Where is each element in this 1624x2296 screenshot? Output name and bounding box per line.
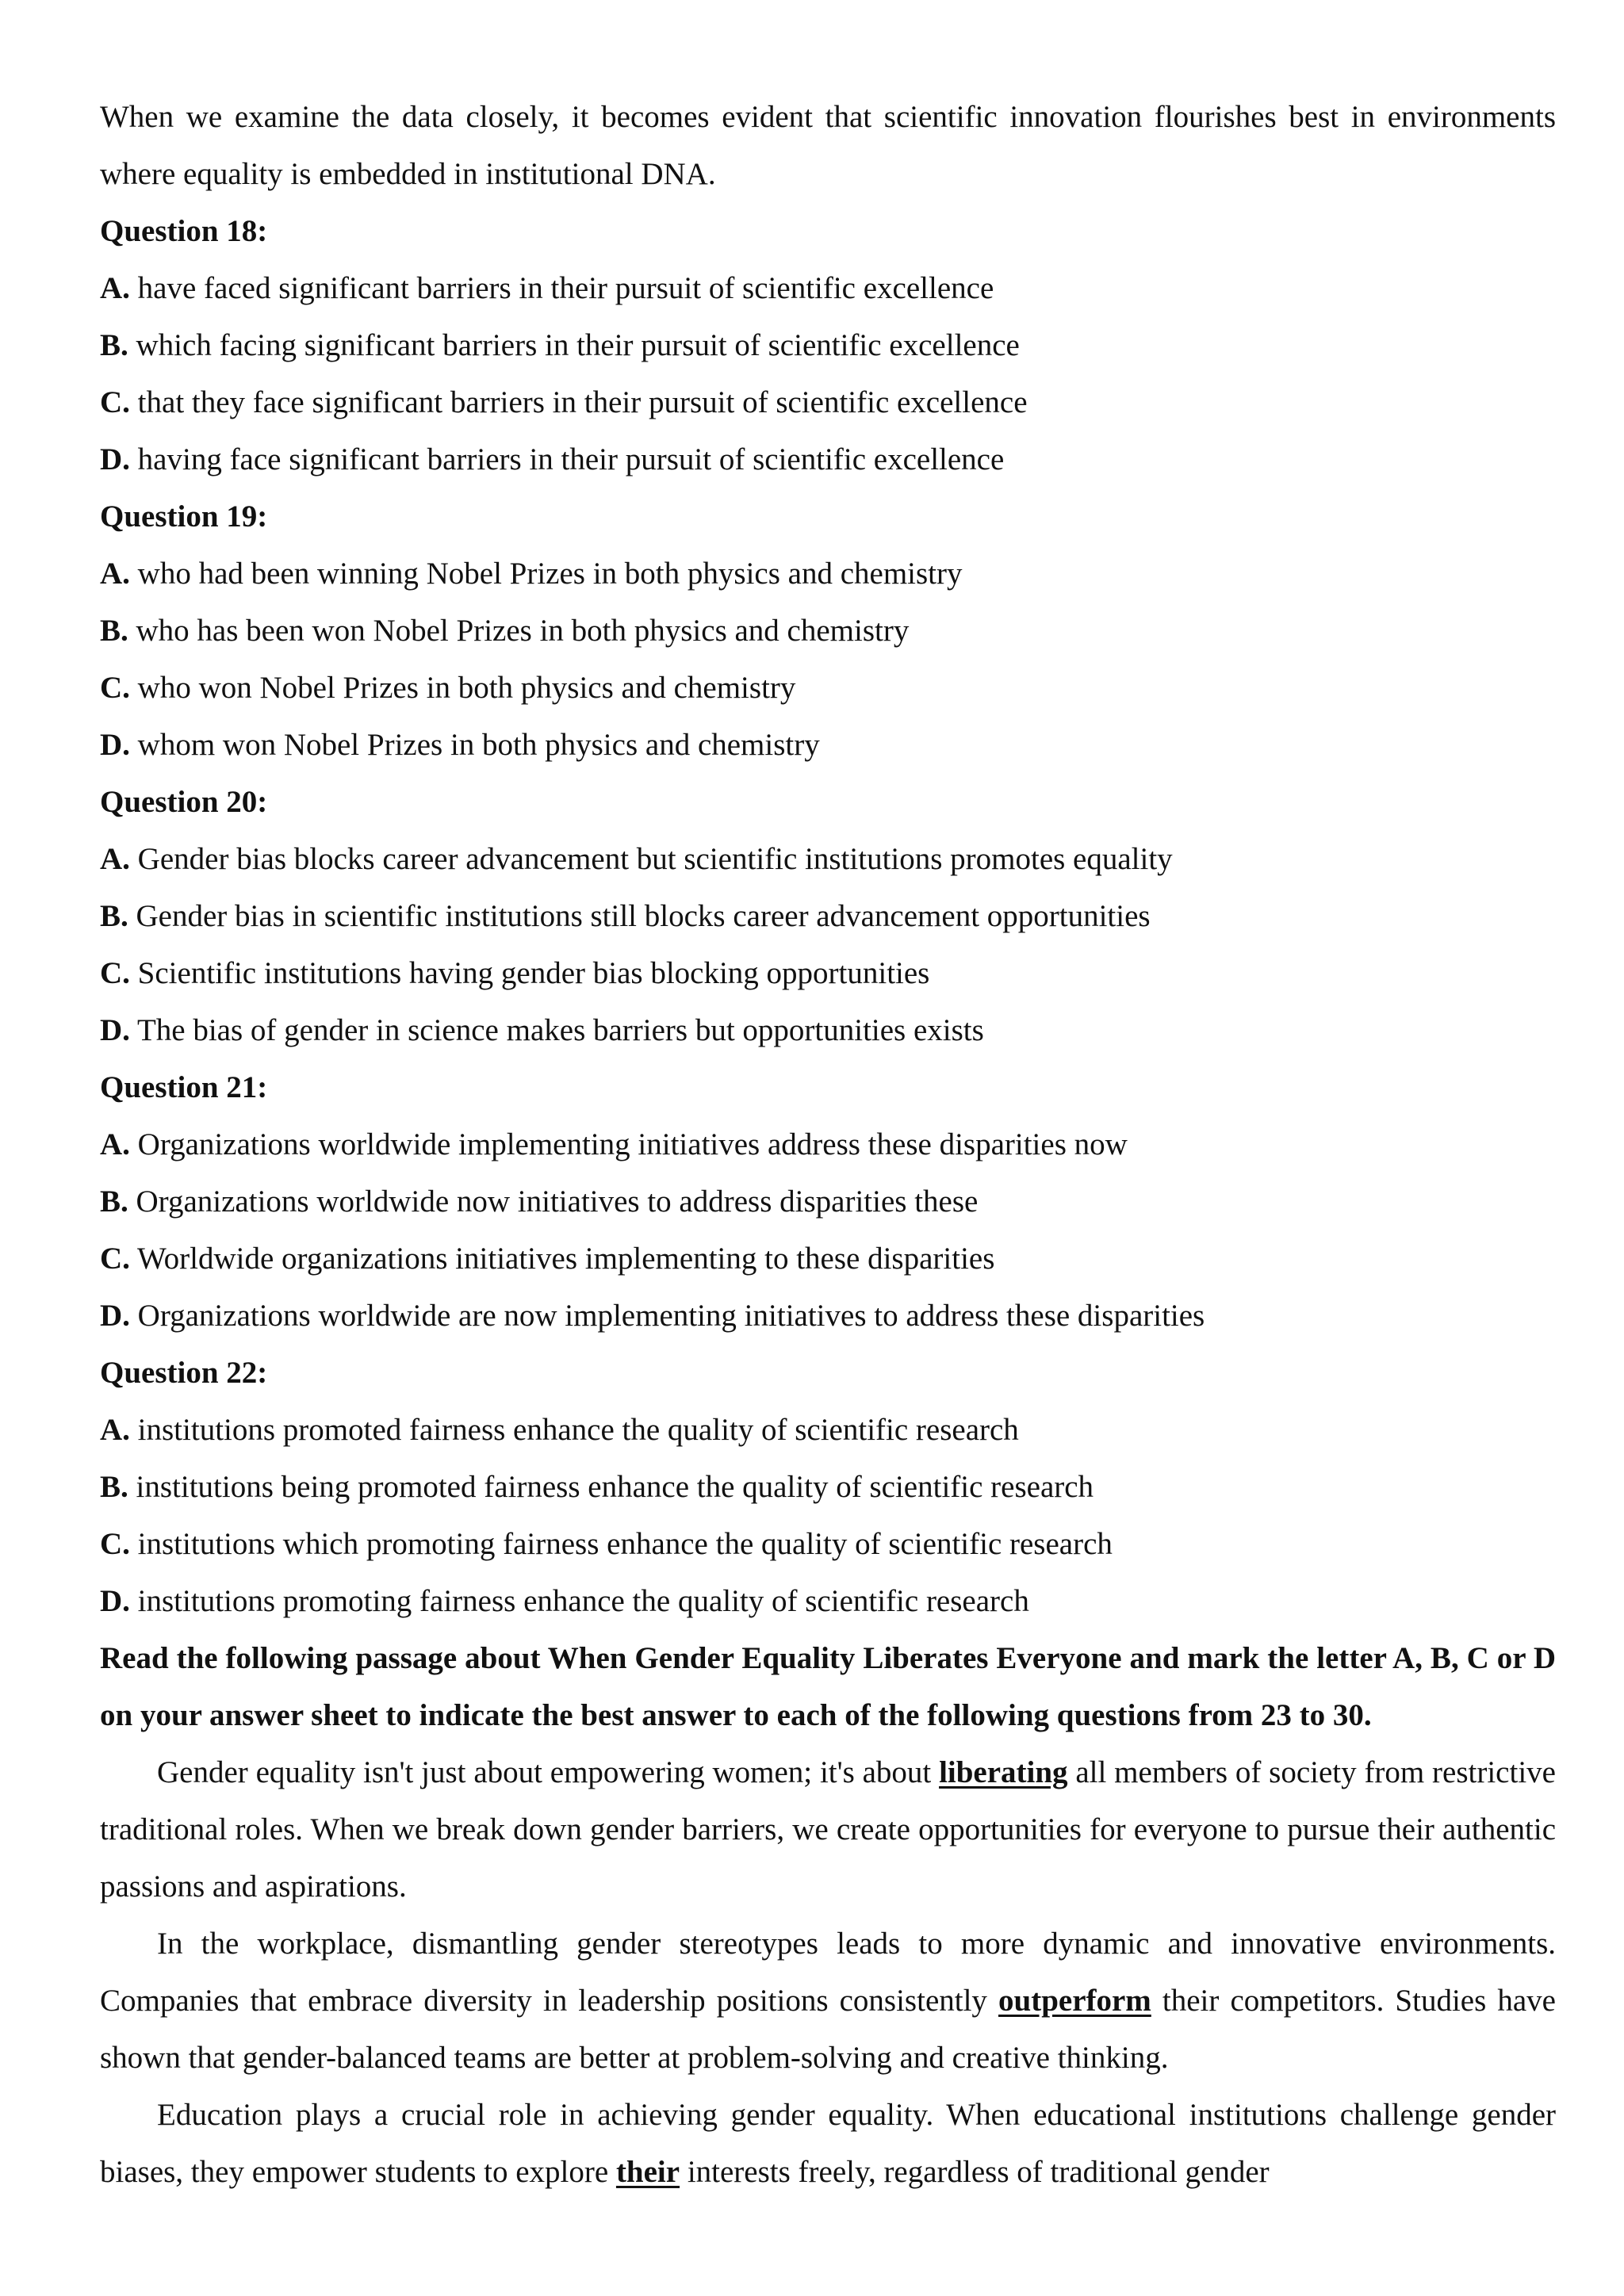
option-text: institutions being promoted fairness enhance the quality of scientific research (136, 1470, 1094, 1504)
question-heading: Question 18: (100, 214, 268, 248)
passage-paragraph-1 (100, 1744, 1556, 1915)
option-letter: D. (100, 1584, 130, 1618)
reading-instruction: Read the following passage about When Gender Equality Liberates Everyone and mark the letter A, B, C or D on your answer sheet to indicate the best answer to each of the following questions from 23 to 30. (100, 1641, 1556, 1732)
document-page (100, 89, 1556, 2201)
option-letter: A. (100, 271, 130, 305)
option-text: who won Nobel Prizes in both physics and chemistry (137, 671, 796, 705)
option-text: who had been winning Nobel Prizes in both physics and chemistry (137, 557, 963, 591)
option-text: institutions promoting fairness enhance the quality of scientific research (137, 1584, 1029, 1618)
option-text: Worldwide organizations initiatives implementing to these disparities (136, 1242, 995, 1276)
option-letter: A. (100, 842, 130, 876)
option-letter: C. (100, 671, 130, 705)
highlighted-word: outperform (998, 1984, 1151, 2018)
option-letter: B. (100, 1470, 128, 1504)
option-text: having face significant barriers in their pursuit of scientific excellence (137, 442, 1005, 476)
option-text: have faced significant barriers in their pursuit of scientific excellence (137, 271, 994, 305)
question-block (100, 1345, 1556, 1630)
option-letter: B. (100, 1184, 128, 1219)
question-heading: Question 19: (100, 499, 268, 534)
option-line (100, 1402, 1556, 1459)
question-block (100, 774, 1556, 1059)
option-line (100, 1116, 1556, 1173)
option-letter: C. (100, 1242, 130, 1276)
highlighted-word: liberating (939, 1755, 1068, 1789)
question-heading: Question 20: (100, 785, 268, 819)
option-text: that they face significant barriers in their pursuit of scientific excellence (137, 385, 1028, 419)
option-letter: A. (100, 1127, 130, 1161)
passage-paragraph-2 (100, 1915, 1556, 2087)
option-line (100, 1516, 1556, 1573)
option-line (100, 1459, 1556, 1516)
question-block (100, 488, 1556, 774)
option-line (100, 1002, 1556, 1059)
option-letter: C. (100, 956, 130, 990)
option-text: Organizations worldwide implementing initiatives address these disparities now (137, 1127, 1128, 1161)
question-block (100, 203, 1556, 488)
option-line (100, 317, 1556, 374)
option-line (100, 945, 1556, 1002)
option-text: Organizations worldwide now initiatives to address disparities these (136, 1184, 979, 1219)
option-text: Gender bias in scientific institutions still blocks career advancement opportunities (136, 899, 1151, 933)
option-text: Organizations worldwide are now implementing initiatives to address these disparities (137, 1299, 1205, 1333)
question-heading: Question 21: (100, 1070, 268, 1104)
option-letter: B. (100, 328, 128, 362)
option-letter: D. (100, 728, 130, 762)
option-letter: C. (100, 1527, 130, 1561)
option-line (100, 1288, 1556, 1345)
option-line (100, 717, 1556, 774)
option-letter: A. (100, 1413, 130, 1447)
option-line (100, 603, 1556, 660)
option-letter: B. (100, 614, 128, 648)
option-text: institutions which promoting fairness enhance the quality of scientific research (137, 1527, 1113, 1561)
option-text: whom won Nobel Prizes in both physics and chemistry (137, 728, 820, 762)
option-line (100, 1573, 1556, 1630)
option-line (100, 660, 1556, 717)
option-line (100, 1173, 1556, 1230)
option-line (100, 260, 1556, 317)
option-letter: D. (100, 1013, 130, 1047)
highlighted-word: their (615, 2155, 680, 2189)
option-text: Scientific institutions having gender bias blocking opportunities (137, 956, 930, 990)
option-line (100, 374, 1556, 431)
option-letter: C. (100, 385, 130, 419)
question-block (100, 1059, 1556, 1345)
question-heading: Question 22: (100, 1356, 268, 1390)
passage-text: interests freely, regardless of traditional gender (680, 2155, 1270, 2189)
option-letter: A. (100, 557, 130, 591)
option-text: Gender bias blocks career advancement but scientific institutions promotes equality (137, 842, 1173, 876)
option-letter: B. (100, 899, 128, 933)
option-line (100, 431, 1556, 488)
option-text: The bias of gender in science makes barriers but opportunities exists (136, 1013, 984, 1047)
option-text: institutions promoted fairness enhance the quality of scientific research (137, 1413, 1019, 1447)
passage-text: their competitors. Studies have shown that gender-balanced teams are better at problem-solving and creative thinking. (100, 1984, 1556, 2075)
passage-text: In the workplace, dismantling gender stereotypes leads to more dynamic and innovative environments. Companies that embrace diversity in leadership positions consistently (100, 1927, 1556, 2018)
passage-text: all members of society from restrictive traditional roles. When we break down gender barriers, we create opportunities for everyone to pursue their authentic passions and aspirations. (100, 1755, 1556, 1904)
passage-text: Gender equality isn't just about empowering women; it's about (157, 1755, 940, 1789)
option-text: who has been won Nobel Prizes in both physics and chemistry (136, 614, 910, 648)
option-line (100, 1230, 1556, 1288)
option-line (100, 545, 1556, 603)
intro-paragraph: When we examine the data closely, it becomes evident that scientific innovation flourishes best in environments where equality is embedded in institutional DNA. (100, 100, 1556, 191)
option-letter: D. (100, 442, 130, 476)
option-text: which facing significant barriers in their pursuit of scientific excellence (136, 328, 1020, 362)
option-line (100, 831, 1556, 888)
option-line (100, 888, 1556, 945)
option-letter: D. (100, 1299, 130, 1333)
passage-paragraph-3 (100, 2087, 1556, 2201)
passage-text: Education plays a crucial role in achieving gender equality. When educational institutions challenge gender biases, they empower students to explore (100, 2098, 1556, 2189)
